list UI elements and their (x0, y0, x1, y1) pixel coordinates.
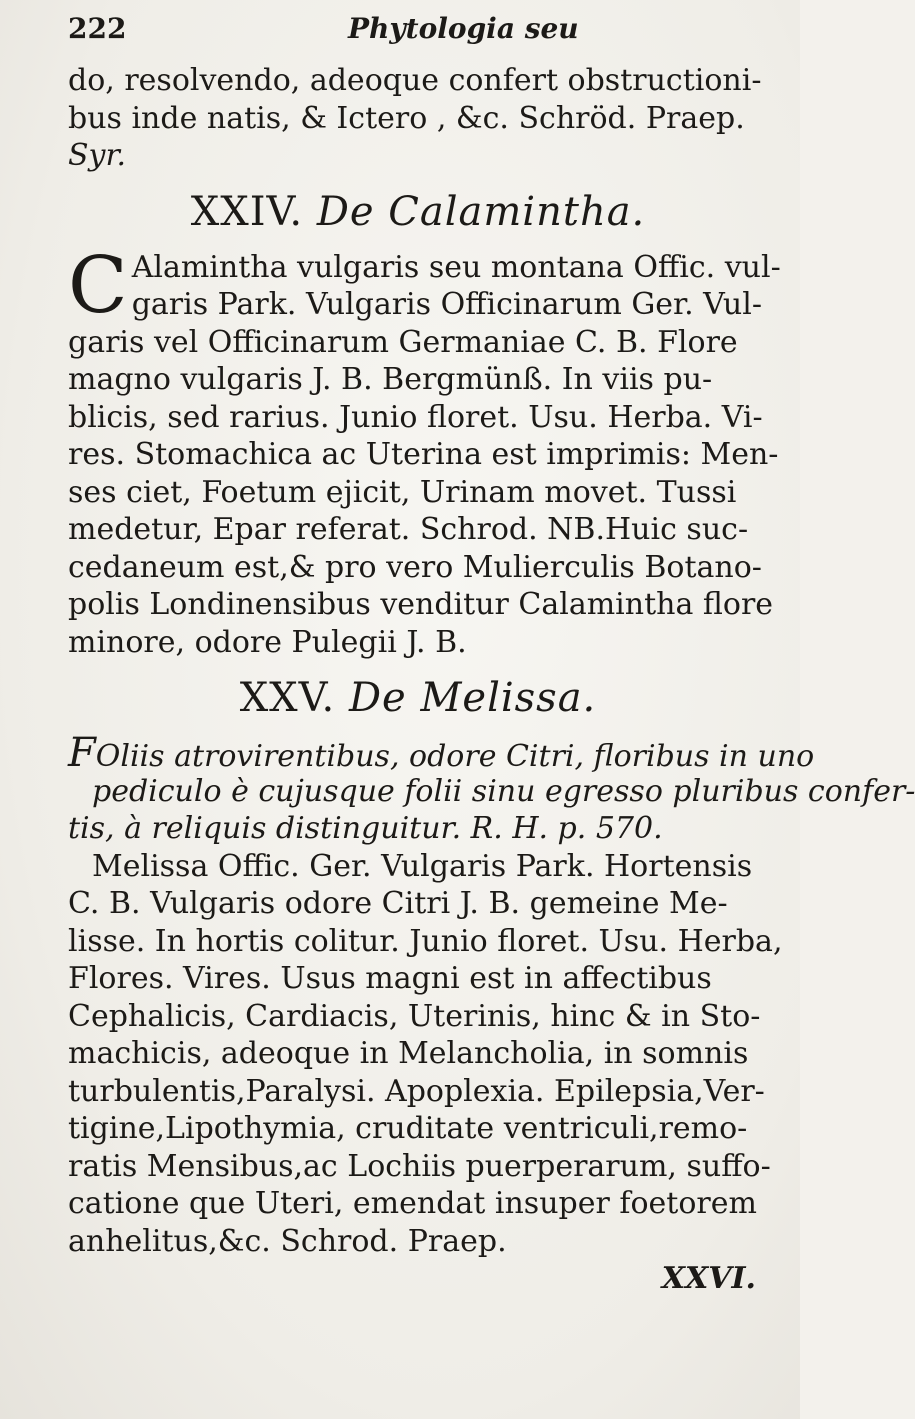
text-line: res. Stomachica ac Uterina est imprimis: Men- (68, 437, 779, 472)
text-line: cedaneum est,& pro vero Mulierculis Botano- (68, 549, 762, 585)
paragraph-calamintha (68, 240, 781, 662)
text-line: polis Londinensibus venditur Calamintha flore (68, 587, 774, 622)
section-heading-calamintha (68, 175, 768, 249)
text-line-rest: Oliis atrovirentibus, odore Citri, floribus in uno (95, 739, 815, 774)
text-line: C. B. Vulgaris odore Citri J. B. gemeine Me- (68, 886, 728, 921)
text-line: do, resolvendo, adeoque confert obstructioni- (68, 63, 762, 98)
text-line: ratis Mensibus,ac Lochiis puerperarum, suffo- (68, 1148, 771, 1184)
running-title: Phytologia seu (348, 12, 579, 45)
drop-cap: C (68, 240, 128, 331)
text-line: tis, à reliquis distinguitur. R. H. p. 570. (68, 811, 663, 846)
text-line: lisse. In hortis colitur. Junio floret. Usu. Herba, (68, 923, 783, 959)
text-line: garis vel Officinarum Germaniae C. B. Flore (68, 324, 738, 360)
text-line: anhelitus,&c. Schrod. Praep. (68, 1223, 507, 1259)
text-line: tigine,Lipothymia, cruditate ventriculi,remo- (68, 1111, 748, 1146)
text-line: pediculo è cujusque folii sinu egresso pluribus confer- (92, 773, 915, 809)
heading-number: XXV. (239, 675, 336, 721)
text-line: garis Park. Vulgaris Officinarum Ger. Vul- (131, 287, 762, 322)
page-number: 222 (68, 12, 127, 45)
section-heading-melissa (68, 661, 768, 735)
text-line: Melissa Offic. Ger. Vulgaris Park. Hortensis (92, 848, 753, 884)
heading-number: XXIV. (190, 188, 304, 235)
text-line: Cephalicis, Cardiacis, Uterinis, hinc & in Sto- (68, 998, 761, 1034)
heading-title: De Calamintha. (316, 188, 646, 235)
text-line: medetur, Epar referat. Schrod. NB.Huic suc- (68, 512, 749, 547)
text-line: minore, odore Pulegii J. B. (68, 624, 467, 660)
running-head (68, 12, 758, 56)
text-line: magno vulgaris J. B. Bergmünß. In viis pu- (68, 362, 713, 397)
text-line: Syr. (68, 138, 127, 173)
catchword: XXVI. (661, 1261, 756, 1296)
text-line: blicis, sed rarius. Junio floret. Usu. Herba. Vi- (68, 399, 763, 435)
text-line (68, 730, 815, 776)
text-line: turbulentis,Paralysi. Apoplexia. Epilepsia,Ver- (68, 1073, 765, 1109)
text-line: catione que Uteri, emendat insuper foetorem (68, 1186, 757, 1221)
text-line: machicis, adeoque in Melancholia, in somnis (68, 1036, 749, 1071)
text-line: ses ciet, Foetum ejicit, Urinam movet. Tussi (68, 474, 737, 510)
text-line: Flores. Vires. Usus magni est in affectibus (68, 961, 712, 996)
paragraph-melissa (68, 730, 915, 1298)
text-line: bus inde natis, & Ictero , &c. Schröd. Praep. (68, 100, 745, 136)
heading-title: De Melissa. (348, 675, 597, 721)
body-text (68, 62, 915, 1298)
drop-cap: F (68, 730, 96, 776)
text-line: Alamintha vulgaris seu montana Offic. vul- (131, 249, 781, 285)
